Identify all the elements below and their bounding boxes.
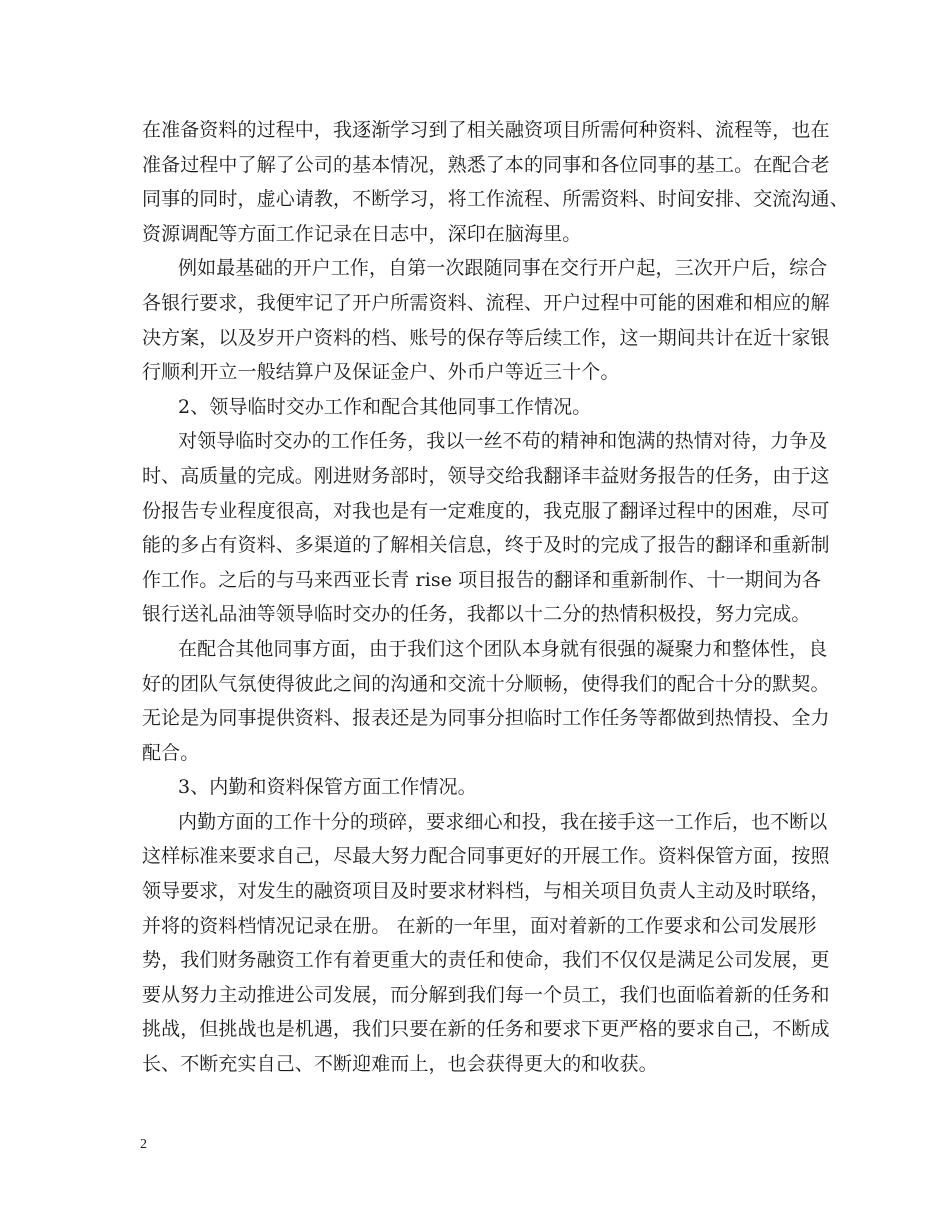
text-line: 好的团队气氛使得彼此之间的沟通和交流十分顺畅，使得我们的配合十分的默契。 (142, 672, 830, 695)
text-line: 各银行要求，我便牢记了开户所需资料、流程、开户过程中可能的困难和相应的解 (142, 291, 830, 314)
text-line: 3、内勤和资料保管方面工作情况。 (178, 776, 477, 799)
text-line: 势，我们财务融资工作有着更重大的责任和使命，我们不仅仅是满足公司发展，更 (142, 949, 830, 972)
text-line: 长、不断充实自己、不断迎难而上，也会获得更大的和收获。 (142, 1053, 658, 1076)
text-line: 配合。 (142, 741, 200, 764)
text-line: 资源调配等方面工作记录在日志中，深印在脑海里。 (142, 222, 582, 245)
text-line: 要从努力主动推进公司发展，而分解到我们每一个员工，我们也面临着新的任务和 (142, 983, 830, 1006)
text-line: 内勤方面的工作十分的琐碎，要求细心和投，我在接手这一工作后，也不断以 (178, 810, 828, 833)
text-line: 准备过程中了解了公司的基本情况，熟悉了本的同事和各位同事的基工。在配合老 (142, 153, 830, 176)
text-line: 例如最基础的开户工作，自第一次跟随同事在交行开户起，三次开户后，综合 (178, 257, 828, 280)
text-line: 决方案，以及岁开户资料的档、账号的保存等后续工作，这一期间共计在近十家银 (142, 326, 830, 349)
text-line: 2、领导临时交办工作和配合其他同事工作情况。 (178, 395, 592, 418)
text-line: 在准备资料的过程中，我逐渐学习到了相关融资项目所需何种资料、流程等，也在 (142, 119, 830, 141)
text-line: 行顺利开立一般结算户及保证金户、外币户等近三十个。 (142, 361, 620, 384)
text-line: 作工作。之后的与马来西亚长青 rise 项目报告的翻译和重新制作、十一期间为各 (142, 568, 822, 591)
text-line: 无论是为同事提供资料、报表还是为同事分担临时工作任务等都做到热情投、全力 (142, 707, 830, 730)
text-line: 领导要求，对发生的融资项目及时要求材料档，与相关项目负责人主动及时联络， (142, 880, 830, 903)
text-line: 银行送礼品油等领导临时交办的任务，我都以十二分的热情积极投，努力完成。 (142, 603, 811, 626)
text-line: 在配合其他同事方面，由于我们这个团队本身就有很强的凝聚力和整体性，良 (178, 637, 828, 660)
text-line: 这样标准来要求自己，尽最大努力配合同事更好的开展工作。资料保管方面，按照 (142, 845, 830, 868)
text-line: 能的多占有资料、多渠道的了解相关信息，终于及时的完成了报告的翻译和重新制 (142, 534, 830, 557)
text-line: 挑战，但挑战也是机遇，我们只要在新的任务和要求下更严格的要求自己，不断成 (142, 1018, 830, 1041)
text-line: 份报告专业程度很高，对我也是有一定难度的，我克服了翻译过程中的困难，尽可 (142, 499, 830, 522)
document-body (142, 113, 849, 1082)
text-line: 并将的资料档情况记录在册。 在新的一年里，面对着新的工作要求和公司发展形 (142, 914, 817, 937)
page-number: 2 (140, 1137, 147, 1152)
text-line: 同事的同时，虚心请教，不断学习，将工作流程、所需资料、时间安排、交流沟通、 (142, 188, 849, 211)
text-line: 对领导临时交办的工作任务，我以一丝不苟的精神和饱满的热情对待，力争及 (178, 430, 828, 453)
text-line: 时、高质量的完成。刚进财务部时，领导交给我翻译丰益财务报告的任务，由于这 (142, 464, 830, 487)
